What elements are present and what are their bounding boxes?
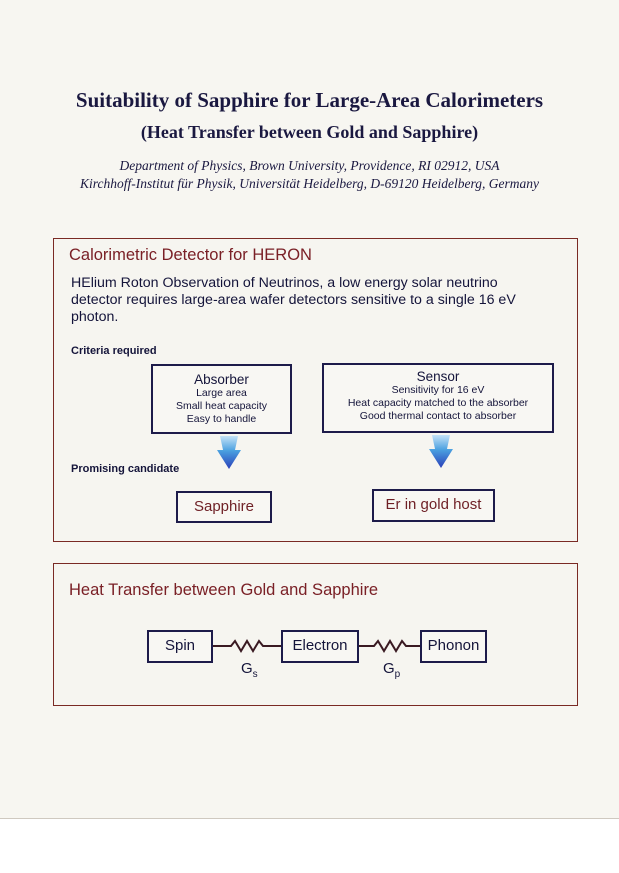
candidate-sapphire: Sapphire — [176, 491, 272, 523]
absorber-criterion: Large area — [196, 387, 247, 399]
sensor-heading: Sensor — [416, 369, 460, 384]
node-phonon: Phonon — [420, 630, 487, 663]
detector-panel-title: Calorimetric Detector for HERON — [69, 246, 312, 264]
poster-subtitle: (Heat Transfer between Gold and Sapphire) — [140, 122, 479, 142]
sensor-criterion: Sensitivity for 16 eV — [391, 384, 485, 396]
conductance-symbol: G — [383, 660, 395, 677]
down-arrow-icon — [429, 435, 453, 468]
node-electron: Electron — [281, 630, 359, 663]
promising-candidate-label: Promising candidate — [71, 463, 180, 475]
down-arrow-icon — [217, 436, 241, 469]
detector-panel — [53, 238, 578, 542]
sensor-criterion: Good thermal contact to absorber — [359, 410, 517, 422]
affiliation-brown: Department of Physics, Brown University, Providence, RI 02912, USA — [119, 158, 500, 173]
sensor-box — [322, 363, 554, 433]
resistor-gp-icon — [359, 638, 420, 654]
absorber-box — [151, 364, 292, 434]
conductance-symbol: G — [241, 660, 253, 677]
affiliation-heidelberg: Kirchhoff-Institut für Physik, Universität Heidelberg, D-69120 Heidelberg, Germany — [80, 176, 539, 191]
node-spin: Spin — [147, 630, 213, 663]
sensor-criterion: Heat capacity matched to the absorber — [347, 397, 529, 409]
conductance-subscript: s — [252, 669, 258, 680]
absorber-heading: Absorber — [194, 372, 249, 387]
resistor-gs-icon — [213, 638, 281, 654]
criteria-label: Criteria required — [71, 345, 157, 357]
poster-title: Suitability of Sapphire for Large-Area Calorimeters — [75, 88, 544, 112]
candidate-er-in-gold: Er in gold host — [372, 489, 495, 522]
absorber-criterion: Small heat capacity — [175, 400, 268, 412]
absorber-criterion: Easy to handle — [186, 413, 257, 425]
conductance-gp-label — [383, 660, 400, 680]
conductance-gs-label — [241, 660, 258, 680]
heat-transfer-title: Heat Transfer between Gold and Sapphire — [69, 581, 379, 599]
detector-description: HElium Roton Observation of Neutrinos, a low energy solar neutrino detector requires large-area wafer detectors sensitive to a single 16 eV photon. — [71, 275, 516, 325]
heat-transfer-panel — [53, 563, 578, 706]
conductance-subscript: p — [394, 669, 401, 680]
